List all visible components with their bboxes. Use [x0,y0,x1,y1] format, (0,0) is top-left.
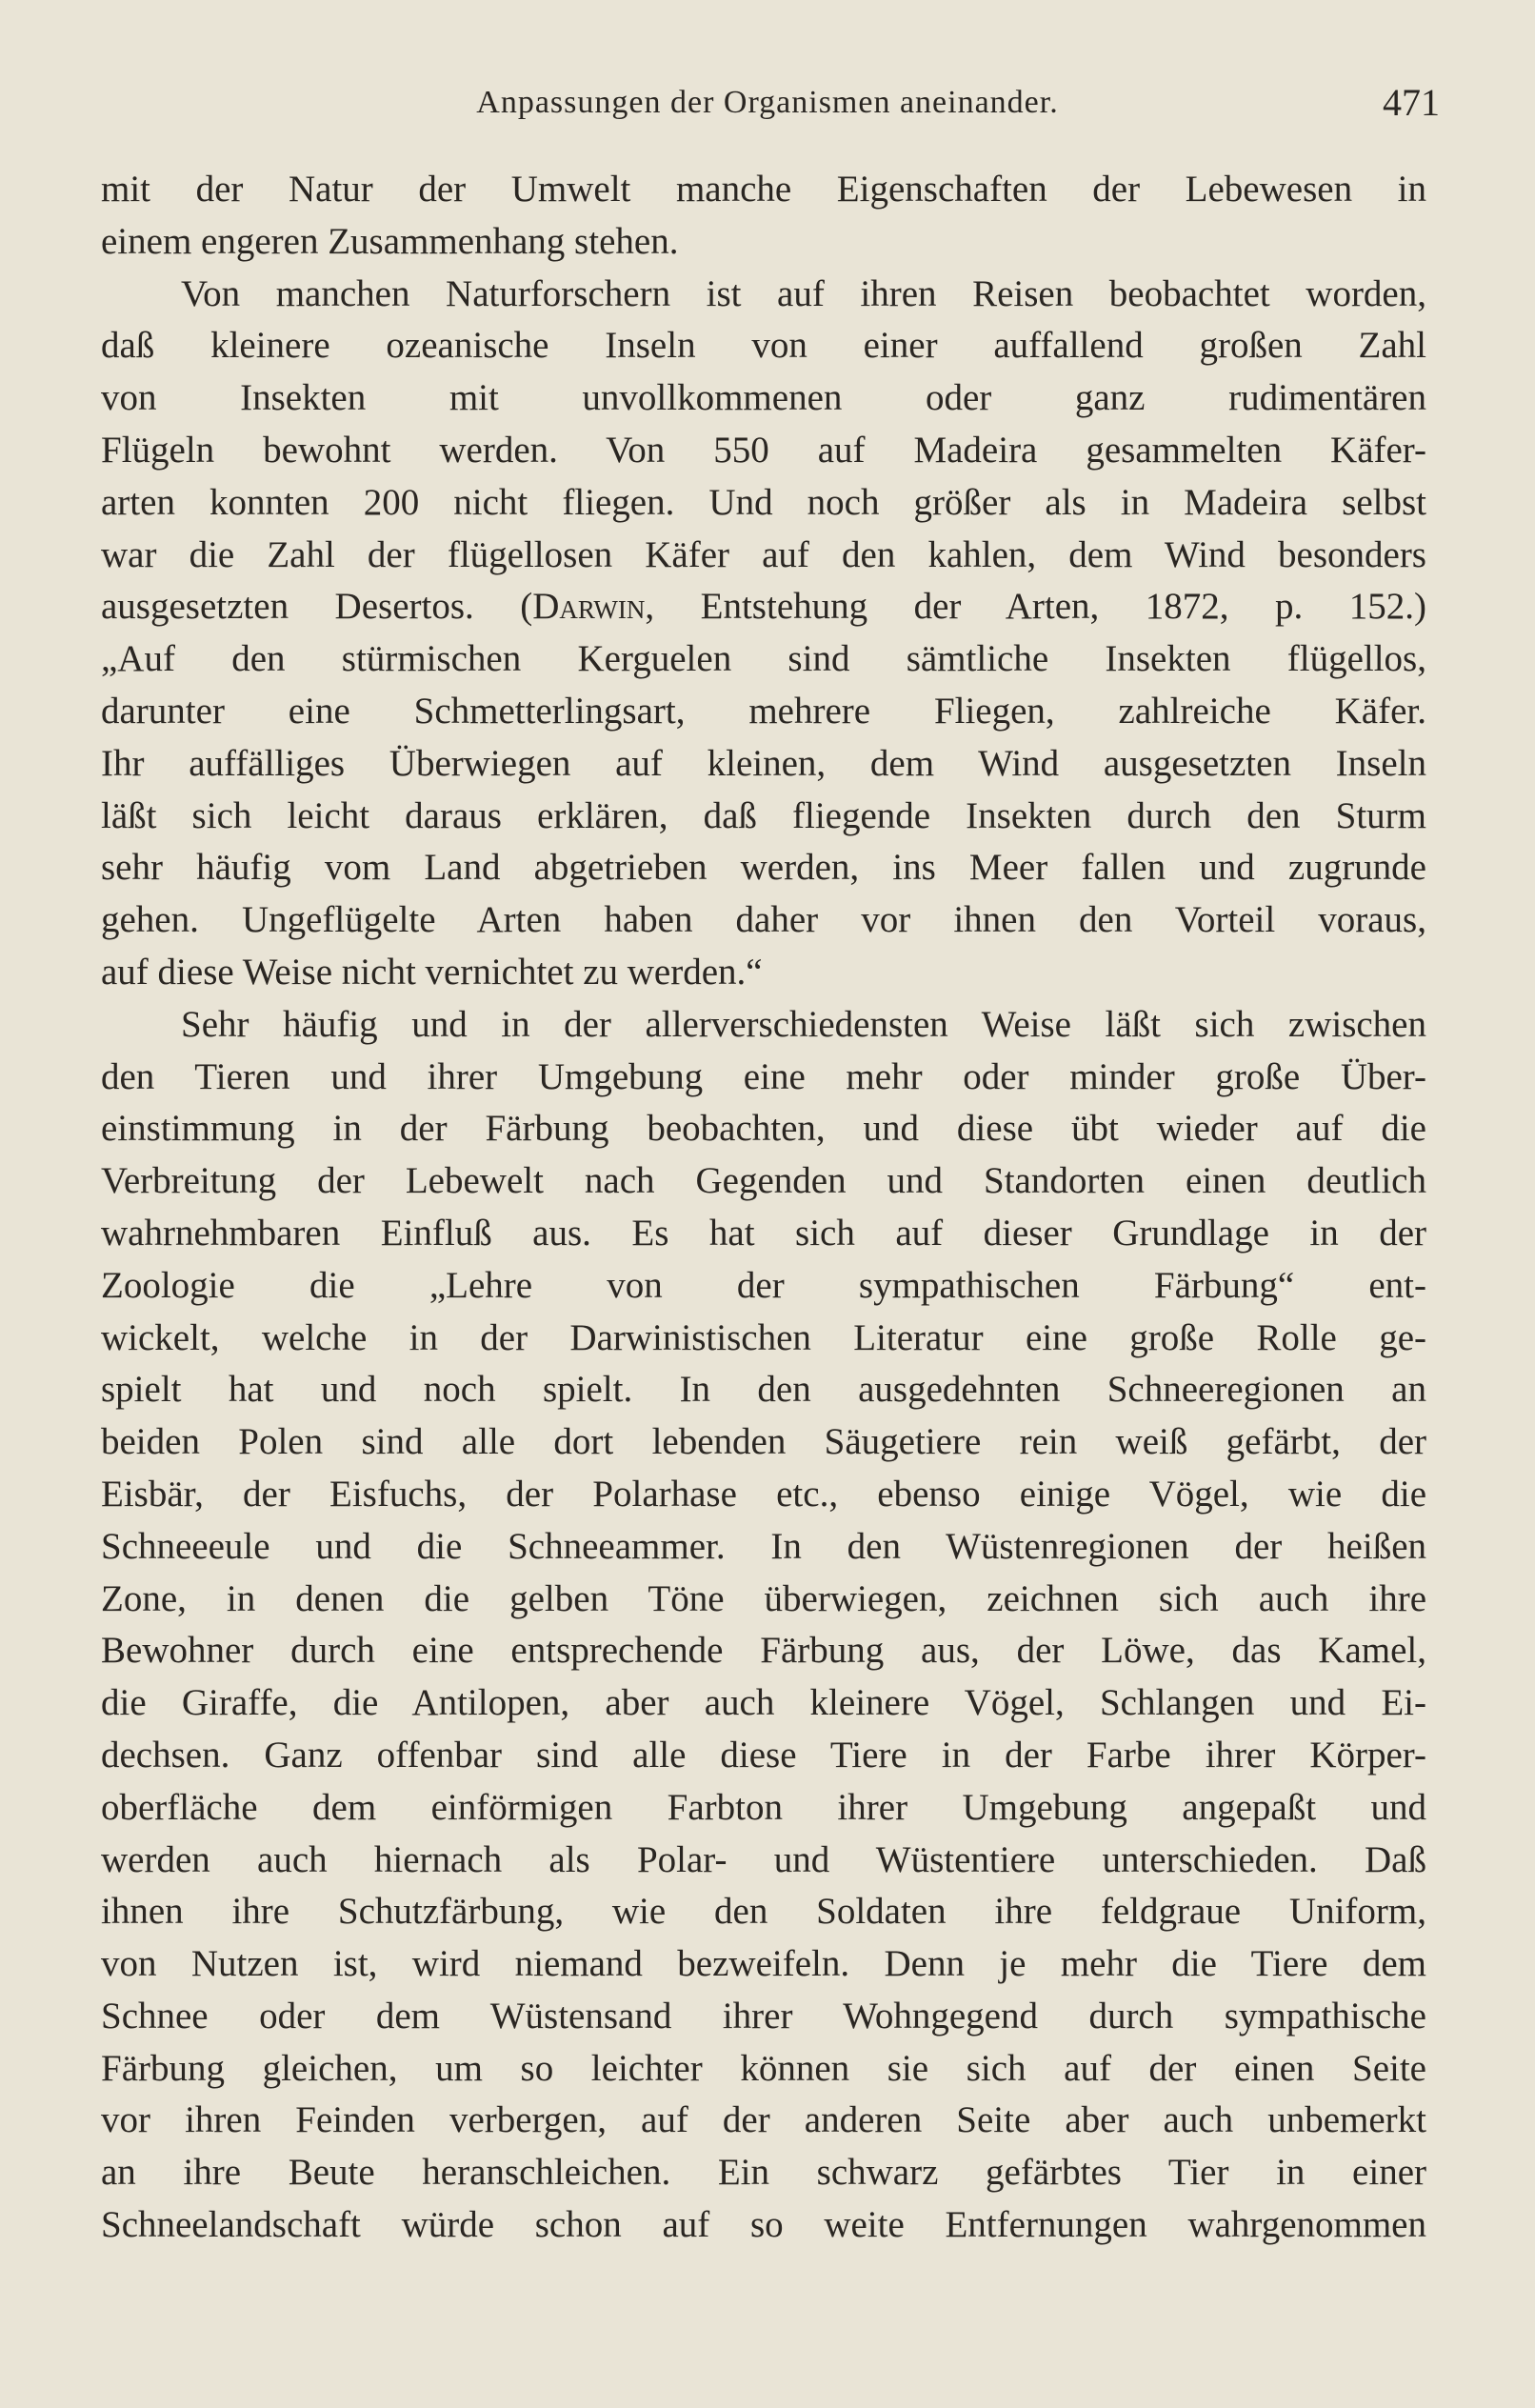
text-line: oberfläche dem einförmigen Farbton ihrer Umgebung angepaßt und [101,1786,1426,1828]
text-line: läßt sich leicht daraus erklären, daß fliegende Insekten durch den Sturm [101,794,1426,836]
text-line: wahrnehmbaren Einfluß aus. Es hat sich auf dieser Grundlage in der [101,1212,1426,1254]
text-line: Von manchen Naturforschern ist auf ihren Reisen beobachtet worden, [181,272,1426,314]
page-number: 471 [1383,81,1440,124]
text-line: einstimmung in der Färbung beobachten, und diese übt wieder auf die [101,1108,1426,1150]
text-line: ihnen ihre Schutzfärbung, wie den Soldaten ihre feldgraue Uniform, [101,1891,1426,1933]
text-line: werden auch hiernach als Polar- und Wüstentiere unterschieden. Daß [101,1838,1426,1880]
text-line: dechsen. Ganz offenbar sind alle diese Tiere in der Farbe ihrer Körper- [101,1734,1426,1776]
text-line: auf diese Weise nicht vernichtet zu werden.“ [101,951,763,993]
text-line: darunter eine Schmetterlingsart, mehrere Fliegen, zahlreiche Käfer. [101,690,1426,732]
text-line: von Insekten mit unvollkommenen oder ganz rudimentären [101,377,1426,419]
author-name: Darwin [532,586,646,628]
text-line: Sehr häufig und in der allerverschiedensten Weise läßt sich zwischen [181,1003,1426,1045]
text-line: spielt hat und noch spielt. In den ausgedehnten Schneeregionen an [101,1369,1426,1411]
text-line: arten konnten 200 nicht fliegen. Und noch größer als in Madeira selbst [101,481,1426,523]
text-line [101,581,1426,633]
text-line: Bewohner durch eine entsprechende Färbung aus, der Löwe, das Kamel, [101,1630,1426,1672]
text-line: Flügeln bewohnt werden. Von 550 auf Madeira gesammelten Käfer- [101,429,1426,471]
text-line: sehr häufig vom Land abgetrieben werden, ins Meer fallen und zugrunde [101,847,1426,889]
text-line: an ihre Beute heranschleichen. Ein schwarz gefärbtes Tier in einer [101,2152,1426,2194]
text-line: Zoologie die „Lehre von der sympathischen Färbung“ ent- [101,1264,1426,1306]
running-head [95,74,1440,131]
text-line: gehen. Ungeflügelte Arten haben daher vor ihnen den Vorteil voraus, [101,899,1426,941]
body-text [101,164,1426,2252]
text-line: mit der Natur der Umwelt manche Eigenschaften der Lebewesen in [101,169,1426,210]
text-line: einem engeren Zusammenhang stehen. [101,220,679,262]
text-line: Färbung gleichen, um so leichter können sie sich auf der einen Seite [101,2047,1426,2089]
text-line: den Tieren und ihrer Umgebung eine mehr oder minder große Über- [101,1055,1426,1097]
text-line: Ihr auffälliges Überwiegen auf kleinen, dem Wind ausgesetzten Inseln [101,742,1426,784]
text-fragment: ausgesetzten Desertos. ( [101,586,533,628]
text-line: Schneeeule und die Schneeammer. In den Wüstenregionen der heißen [101,1525,1426,1567]
text-line: von Nutzen ist, wird niemand bezweifeln. Denn je mehr die Tiere dem [101,1943,1426,1985]
text-line: Schneelandschaft würde schon auf so weite Entfernungen wahrgenommen [101,2204,1426,2246]
running-title: Anpassungen der Organismen aneinander. [476,85,1059,120]
text-line: Verbreitung der Lebewelt nach Gegenden und Standorten einen deutlich [101,1160,1426,1202]
text-line: Schnee oder dem Wüstensand ihrer Wohngegend durch sympathische [101,1995,1426,2037]
text-line: Eisbär, der Eisfuchs, der Polarhase etc., ebenso einige Vögel, wie die [101,1473,1426,1515]
text-line: beiden Polen sind alle dort lebenden Säugetiere rein weiß gefärbt, der [101,1421,1426,1463]
text-fragment: , Entstehung der Arten, 1872, p. 152.) [645,586,1426,628]
text-line: „Auf den stürmischen Kerguelen sind sämtliche Insekten flügellos, [101,638,1426,680]
text-line: war die Zahl der flügellosen Käfer auf den kahlen, dem Wind besonders [101,533,1426,575]
text-line: daß kleinere ozeanische Inseln von einer auffallend großen Zahl [101,325,1426,367]
text-line: wickelt, welche in der Darwinistischen Literatur eine große Rolle ge- [101,1316,1426,1358]
text-line: Zone, in denen die gelben Töne überwiegen, zeichnen sich auch ihre [101,1577,1426,1619]
text-line: vor ihren Feinden verbergen, auf der anderen Seite aber auch unbemerkt [101,2099,1426,2141]
text-line: die Giraffe, die Antilopen, aber auch kleinere Vögel, Schlangen und Ei- [101,1682,1426,1724]
